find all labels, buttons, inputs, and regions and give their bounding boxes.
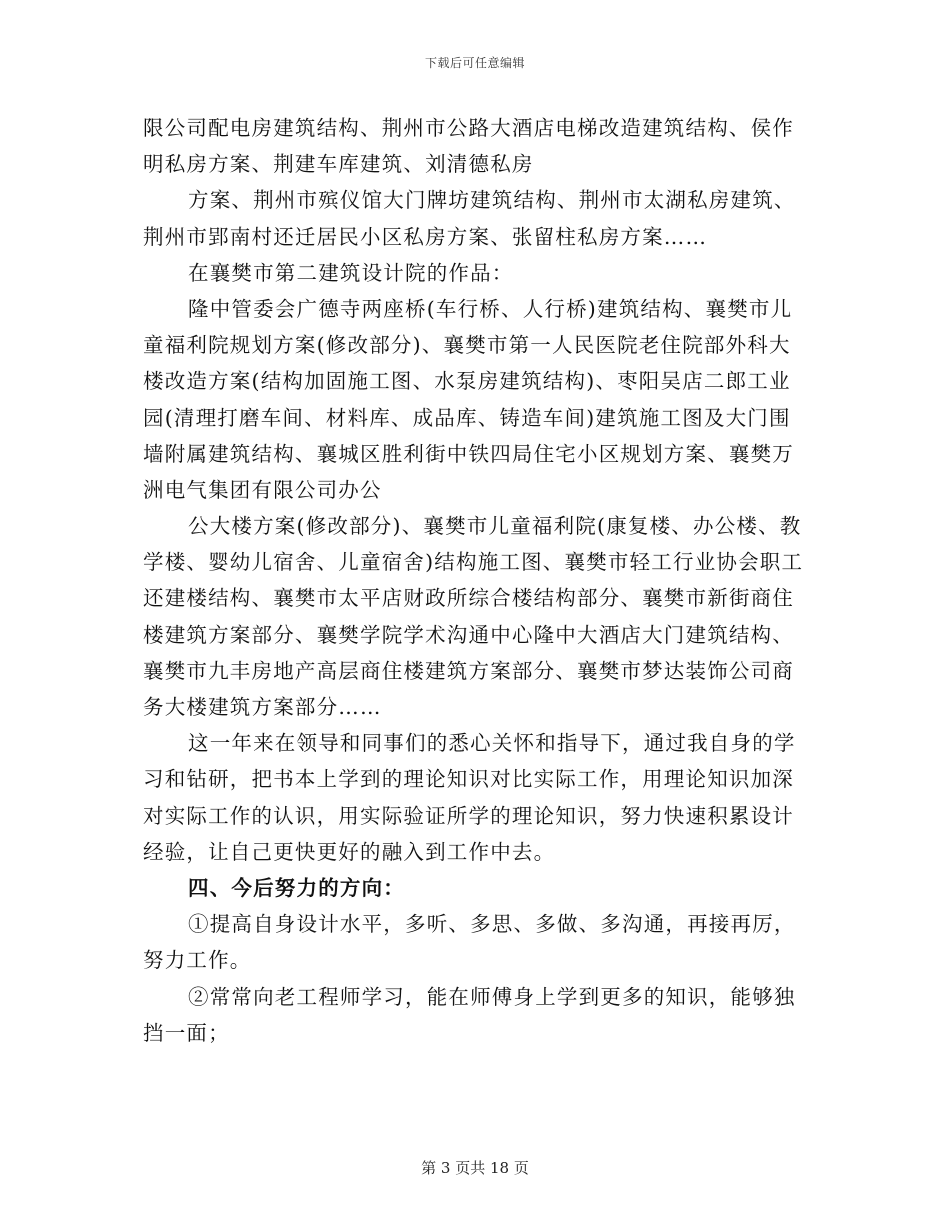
list-item: ②常常向老工程师学习，能在师傅身上学到更多的知识，能够独	[188, 984, 796, 1009]
body-line: 荆州市郢南村还迁居民小区私房方案、张留柱私房方案……	[143, 224, 708, 249]
body-line: 这一年来在领导和同事们的悉心关怀和指导下，通过我自身的学	[188, 731, 796, 756]
body-line: 学楼、婴幼儿宿舍、儿童宿舍)结构施工图、襄樊市轻工行业协会职工	[143, 550, 804, 575]
body-line: 习和钻研，把书本上学到的理论知识对比实际工作，用理论知识加深	[143, 767, 794, 792]
body-line: 方案、荆州市殡仪馆大门牌坊建筑结构、荆州市太湖私房建筑、	[188, 188, 796, 213]
body-line: 明私房方案、荆建车库建筑、刘清德私房	[143, 152, 534, 177]
list-item: ①提高自身设计水平，多听、多思、多做、多沟通，再接再厉，	[188, 912, 796, 937]
body-line: 楼建筑方案部分、襄樊学院学术沟通中心隆中大酒店大门建筑结构、	[143, 622, 794, 647]
body-line: 楼改造方案(结构加固施工图、水泵房建筑结构)、枣阳吴店二郎工业	[143, 369, 791, 394]
body-line: 洲电气集团有限公司办公	[143, 477, 382, 502]
page-header: 下载后可任意编辑	[424, 56, 525, 70]
page-number-footer: 第 3 页共 18 页	[421, 1159, 529, 1177]
body-line: 务大楼建筑方案部分……	[143, 695, 382, 719]
section-intro: 在襄樊市第二建筑设计院的作品：	[188, 260, 514, 285]
list-item-continuation: 挡一面；	[143, 1020, 230, 1045]
section-heading: 四、今后努力的方向：	[188, 875, 405, 900]
document-body	[143, 110, 807, 1051]
body-line: 襄樊市九丰房地产高层商住楼建筑方案部分、襄樊市梦达装饰公司商	[143, 658, 794, 683]
body-line: 限公司配电房建筑结构、荆州市公路大酒店电梯改造建筑结构、侯作	[143, 116, 794, 140]
body-line: 隆中管委会广德寺两座桥(车行桥、人行桥)建筑结构、襄樊市儿	[188, 296, 793, 321]
body-line: 还建楼结构、襄樊市太平店财政所综合楼结构部分、襄樊市新街商住	[143, 586, 794, 611]
body-line: 公大楼方案(修改部分)、襄樊市儿童福利院(康复楼、办公楼、教	[188, 514, 802, 539]
body-line: 墙附属建筑结构、襄城区胜利街中铁四局住宅小区规划方案、襄樊万	[143, 441, 794, 466]
body-line: 经验，让自己更快更好的融入到工作中去。	[143, 839, 556, 864]
body-line: 园(清理打磨车间、材料库、成品库、铸造车间)建筑施工图及大门围	[143, 405, 791, 430]
list-item-continuation: 努力工作。	[143, 948, 252, 973]
body-line: 对实际工作的认识，用实际验证所学的理论知识，努力快速积累设计	[143, 803, 794, 828]
body-line: 童福利院规划方案(修改部分)、襄樊市第一人民医院老住院部外科大	[143, 333, 791, 358]
